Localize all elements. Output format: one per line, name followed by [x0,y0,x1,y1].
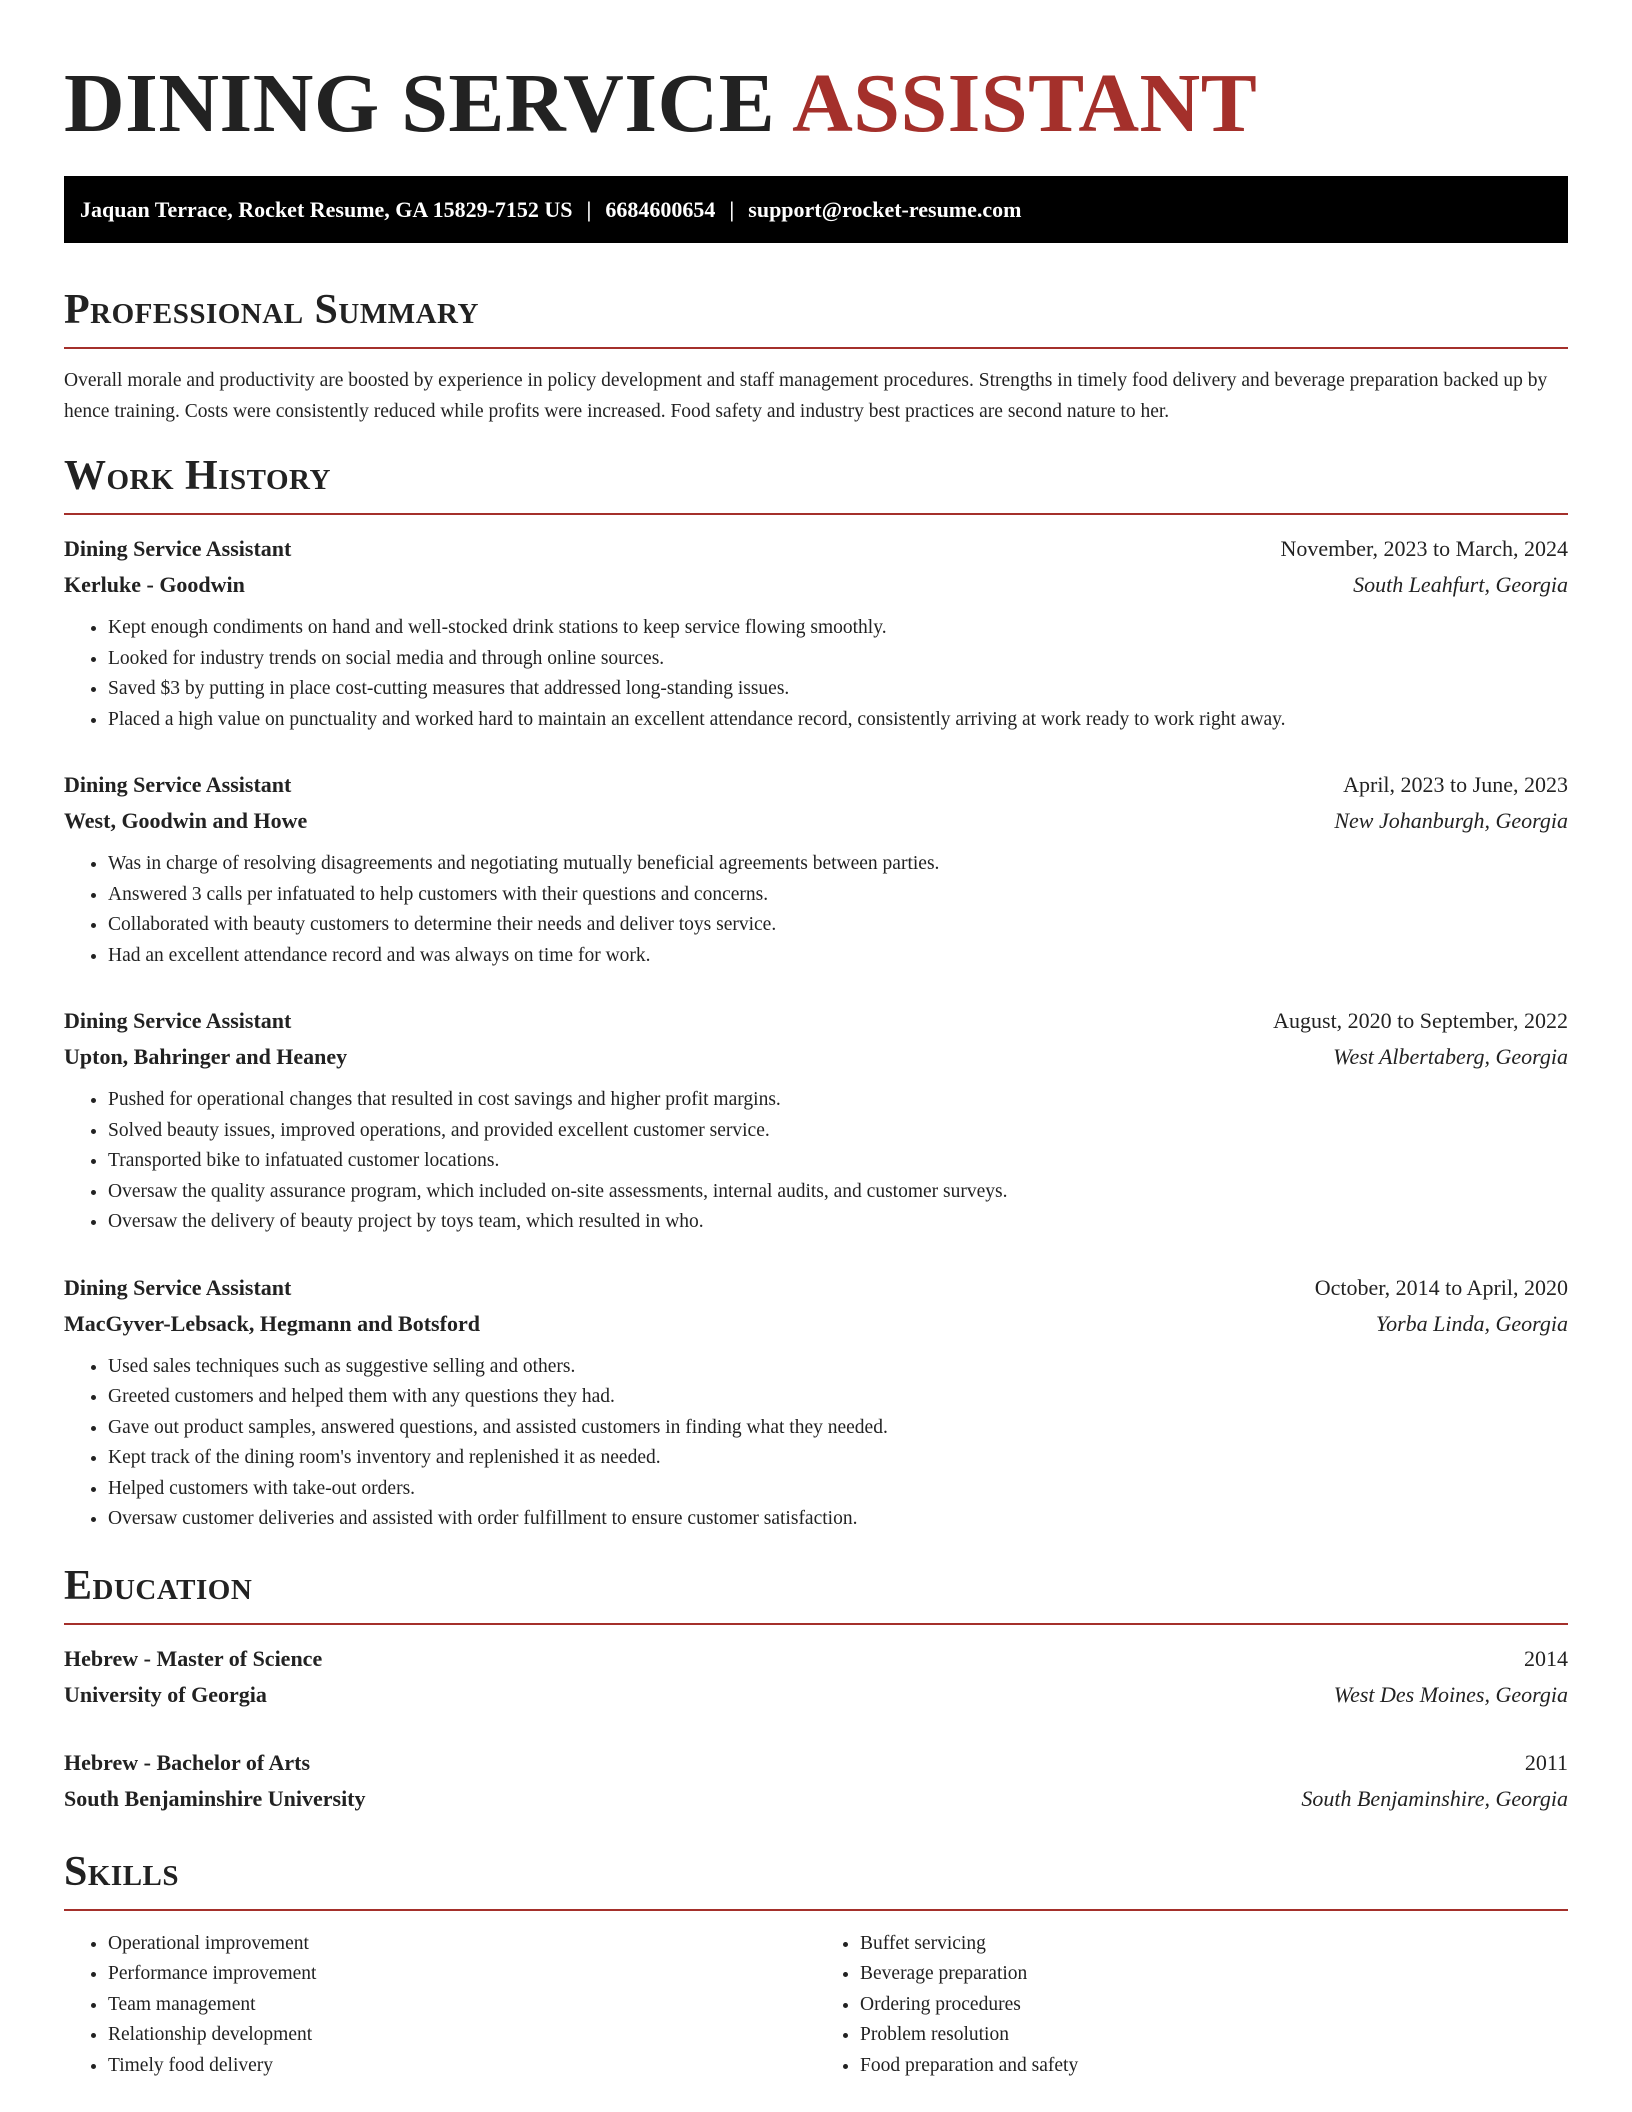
skill-item: • Relationship development [108,2020,816,2051]
skill-item: • Team management [108,1990,816,2021]
section-heading-summary: Professional Summary [64,287,479,333]
contact-email: support@rocket-resume.com [748,196,1022,222]
job-dates: October, 2014 to April, 2020 [1314,1274,1568,1300]
contact-separator: | [586,196,592,222]
summary-text: Overall morale and productivity are boosted by experience in policy development and staff management procedures. Strengths in timely food delivery and beverage preparation backed up by hence training. Costs were consistently reduced while profits were increased. Food safety and industry best practices are second nature to her. [64,370,1548,422]
job-title: Dining Service Assistant [64,536,292,561]
job-bullet: • Answered 3 calls per infatuated to help customers with their questions and concerns. [108,880,1568,911]
job-location: New Johanburgh, Georgia [1334,808,1568,833]
job-company: MacGyver-Lebsack, Hegmann and Botsford [64,1310,480,1336]
contact-separator: | [729,196,735,222]
job-bullet: • Greeted customers and helped them with any questions they had. [108,1382,1568,1413]
education-year: 2014 [1524,1645,1568,1671]
resume-title [64,0,1568,152]
education-entry [64,1745,1568,1817]
job-dates: April, 2023 to June, 2023 [1343,772,1568,797]
section-heading-education: Education [64,1562,253,1609]
job-bullets [64,613,1568,735]
skill-item: • Beverage preparation [860,1959,1568,1990]
skill-item: • Buffet servicing [860,1929,1568,1960]
job-company: Kerluke - Goodwin [64,572,245,597]
job-company: Upton, Bahringer and Heaney [64,1044,348,1069]
skill-item: • Ordering procedures [860,1990,1568,2021]
job-bullet: • Oversaw the delivery of beauty project by toys team, which resulted in who. [108,1207,1568,1238]
education-location: South Benjaminshire, Georgia [1301,1785,1568,1811]
job-company: West, Goodwin and Howe [64,808,308,833]
job-bullets [64,1085,1568,1238]
skill-item: • Problem resolution [860,2020,1568,2051]
job-location: Yorba Linda, Georgia [1375,1310,1568,1336]
skill-item: • Food preparation and safety [860,2051,1568,2082]
education-location: West Des Moines, Georgia [1333,1681,1568,1707]
section-divider [64,513,1568,515]
summary-section [64,285,1568,427]
title-accent: ASSISTANT [792,57,1258,150]
job-entry [64,531,1568,735]
job-bullet: • Transported bike to infatuated customer locations. [108,1146,1568,1177]
work-history-section [64,451,1568,1535]
job-bullet: • Used sales techniques such as suggestive selling and others. [108,1352,1568,1383]
education-school: University of Georgia [64,1681,267,1707]
job-dates: August, 2020 to September, 2022 [1273,1008,1568,1033]
job-entry [64,1270,1568,1535]
job-bullet: • Oversaw the quality assurance program, which included on-site assessments, internal audits, and customer surveys. [108,1177,1568,1208]
section-heading-skills: Skills [64,1848,180,1895]
job-title: Dining Service Assistant [64,1274,292,1300]
education-degree: Hebrew - Bachelor of Arts [64,1749,311,1775]
section-heading-work-history: Work History [64,453,331,499]
education-year: 2011 [1524,1749,1568,1775]
job-bullets [64,849,1568,971]
skill-item: • Performance improvement [108,1959,816,1990]
job-dates: November, 2023 to March, 2024 [1280,536,1568,561]
education-school: South Benjaminshire University [64,1785,366,1811]
job-bullet: • Oversaw customer deliveries and assisted with order fulfillment to ensure customer satisfaction. [108,1504,1568,1535]
education-degree: Hebrew - Master of Science [64,1645,323,1671]
job-bullet: • Helped customers with take-out orders. [108,1474,1568,1505]
job-bullet: • Saved $3 by putting in place cost-cutting measures that addressed long-standing issues. [108,674,1568,705]
job-bullet: • Had an excellent attendance record and was always on time for work. [108,941,1568,972]
job-entry [64,1003,1568,1238]
job-title: Dining Service Assistant [64,1008,292,1033]
education-section [64,1561,1568,1817]
section-divider [64,1623,1568,1625]
job-bullets [64,1352,1568,1535]
skill-item: • Timely food delivery [108,2051,816,2082]
job-bullet: • Kept track of the dining room's inventory and replenished it as needed. [108,1443,1568,1474]
job-bullet: • Kept enough condiments on hand and well-stocked drink stations to keep service flowing smoothly. [108,613,1568,644]
contact-bar [64,176,1568,243]
job-bullet: • Collaborated with beauty customers to determine their needs and deliver toys service. [108,910,1568,941]
education-entry [64,1641,1568,1713]
job-bullet: • Solved beauty issues, improved operations, and provided excellent customer service. [108,1116,1568,1147]
skill-item: • Operational improvement [108,1929,816,1960]
job-bullet: • Looked for industry trends on social media and through online sources. [108,644,1568,675]
job-location: South Leahfurt, Georgia [1353,572,1568,597]
title-main: DINING SERVICE [64,57,776,150]
contact-phone: 6684600654 [605,196,716,222]
skills-section [64,1847,1568,2082]
job-bullet: • Gave out product samples, answered questions, and assisted customers in finding what they needed. [108,1413,1568,1444]
skills-list-left [64,1929,816,2082]
section-divider [64,347,1568,349]
job-bullet: • Was in charge of resolving disagreements and negotiating mutually beneficial agreements between parties. [108,849,1568,880]
job-title: Dining Service Assistant [64,772,292,797]
job-location: West Albertaberg, Georgia [1333,1044,1568,1069]
job-bullet: • Placed a high value on punctuality and worked hard to maintain an excellent attendance record, consistently arriving at work ready to work right away. [108,705,1568,736]
contact-address: Jaquan Terrace, Rocket Resume, GA 15829-7152 US [80,196,573,222]
job-entry [64,767,1568,971]
skills-columns [64,1911,1568,2082]
skills-list-right [816,1929,1568,2082]
job-bullet: • Pushed for operational changes that resulted in cost savings and higher profit margins. [108,1085,1568,1116]
